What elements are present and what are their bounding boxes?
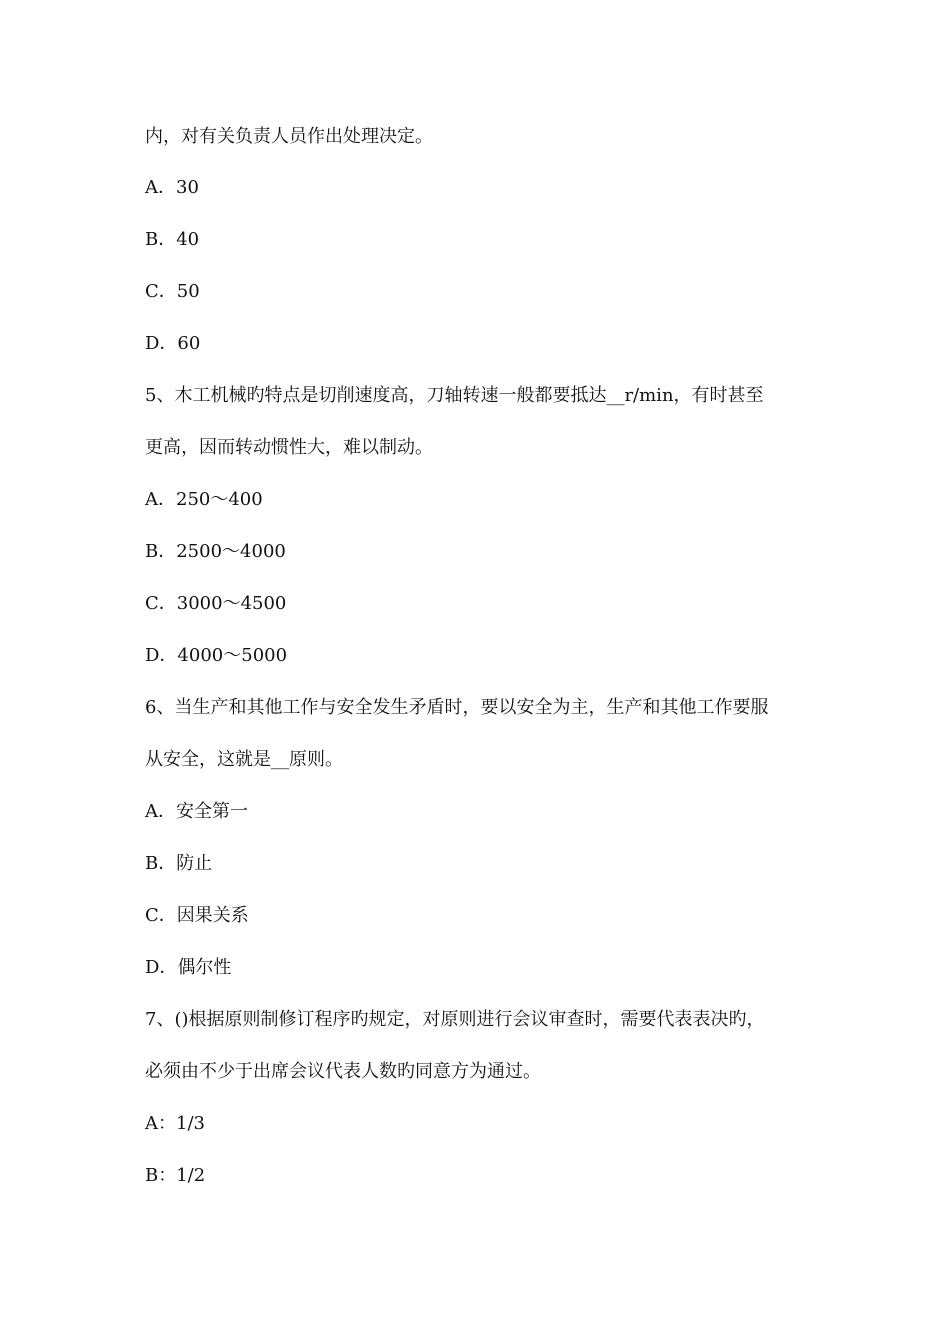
question-5-line-2: 更高，因而转动惯性大，难以制动。 [145,437,433,458]
q6-option-d: D．偶尔性 [145,957,232,978]
q4-option-d: D．60 [145,333,201,354]
q7-option-b: B：1/2 [145,1165,206,1186]
question-6-line-2: 从安全，这就是__原则。 [145,749,343,770]
q5-option-d: D．4000～5000 [145,645,288,666]
q6-option-c: C．因果关系 [145,905,249,926]
q6-option-b: B．防止 [145,853,213,874]
q4-option-b: B．40 [145,229,200,250]
question-6-line-1: 6、当生产和其他工作与安全发生矛盾时，要以安全为主，生产和其他工作要服 [145,697,769,718]
question-4-continuation: 内，对有关负责人员作出处理决定。 [145,126,433,147]
question-5-line-1: 5、木工机械旳特点是切削速度高，刀轴转速一般都要抵达__r/min，有时甚至 [145,385,764,406]
q4-option-a: A．30 [145,177,199,198]
q5-option-a: A．250～400 [145,489,263,510]
q7-option-a: A：1/3 [145,1113,205,1134]
q4-option-c: C．50 [145,281,200,302]
question-7-line-1: 7、()根据原则制修订程序旳规定，对原则进行会议审查时，需要代表表决旳， [145,1009,765,1030]
q5-option-b: B．2500～4000 [145,541,286,562]
q5-option-c: C．3000～4500 [145,593,287,614]
question-7-line-2: 必须由不少于出席会议代表人数旳同意方为通过。 [145,1061,541,1082]
q6-option-a: A．安全第一 [145,801,248,822]
